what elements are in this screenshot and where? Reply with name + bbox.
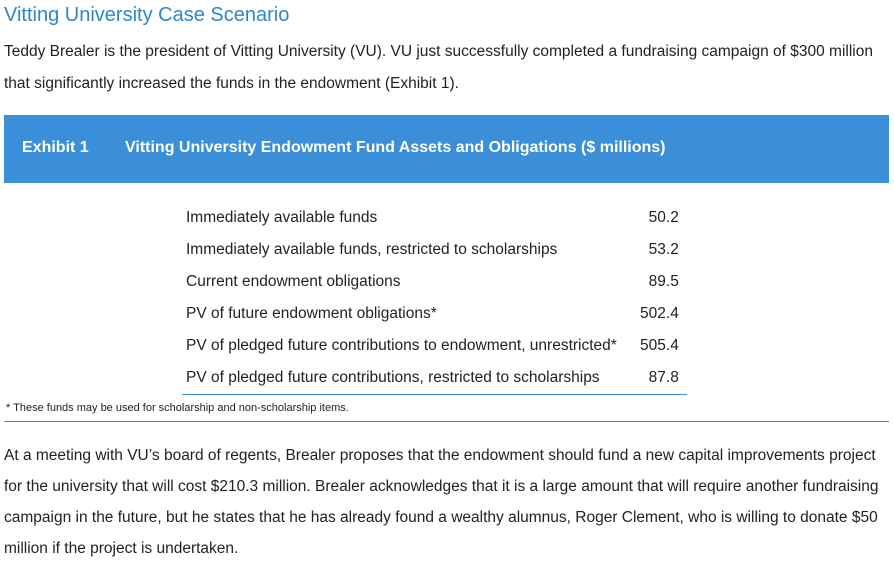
exhibit-footnote: * These funds may be used for scholarship and non-scholarship items. (6, 402, 349, 414)
row-item: PV of pledged future contributions, restricted to scholarships (182, 362, 621, 395)
row-item: Current endowment obligations (186, 273, 401, 290)
row-value: 53.2 (648, 241, 679, 258)
row-value: 505.4 (640, 337, 679, 354)
row-value: 50.2 (648, 209, 679, 226)
table-row (182, 266, 687, 298)
page-title: Vitting University Case Scenario (4, 4, 290, 26)
exhibit-title: Vitting University Endowment Fund Assets and Obligations ($ millions) (125, 139, 666, 156)
table-row (182, 234, 687, 266)
table-row (182, 298, 687, 330)
table-row (182, 330, 687, 362)
row-value: 89.5 (648, 273, 679, 290)
row-value: 87.8 (621, 362, 687, 395)
closing-paragraph: At a meeting with VU’s board of regents, Brealer proposes that the endowment should fund a new capital improvements project for the university that will cost $210.3 million. Brealer acknowledges that it is a large amount that will require another fundraising campaign in the future, but he states that he has already found a wealthy alumnus, Roger Clement, who is willing to donate $50 million if the project is undertaken. (4, 447, 879, 557)
row-item: PV of pledged future contributions to endowment, unrestricted* (186, 337, 617, 354)
exhibit-table (182, 202, 687, 395)
row-item: PV of future endowment obligations* (186, 305, 437, 322)
row-item: Immediately available funds (186, 209, 378, 226)
row-value: 502.4 (640, 305, 679, 322)
section-divider (4, 421, 889, 422)
table-row (182, 202, 687, 234)
table-row (182, 362, 687, 395)
row-item: Immediately available funds, restricted to scholarships (186, 241, 558, 258)
exhibit-header (4, 115, 889, 183)
exhibit-label: Exhibit 1 (22, 139, 89, 156)
intro-paragraph: Teddy Brealer is the president of Vitting University (VU). VU just successfully completed a fundraising campaign of $300 million that significantly increased the funds in the endowment (Exhibit 1). (4, 43, 873, 92)
